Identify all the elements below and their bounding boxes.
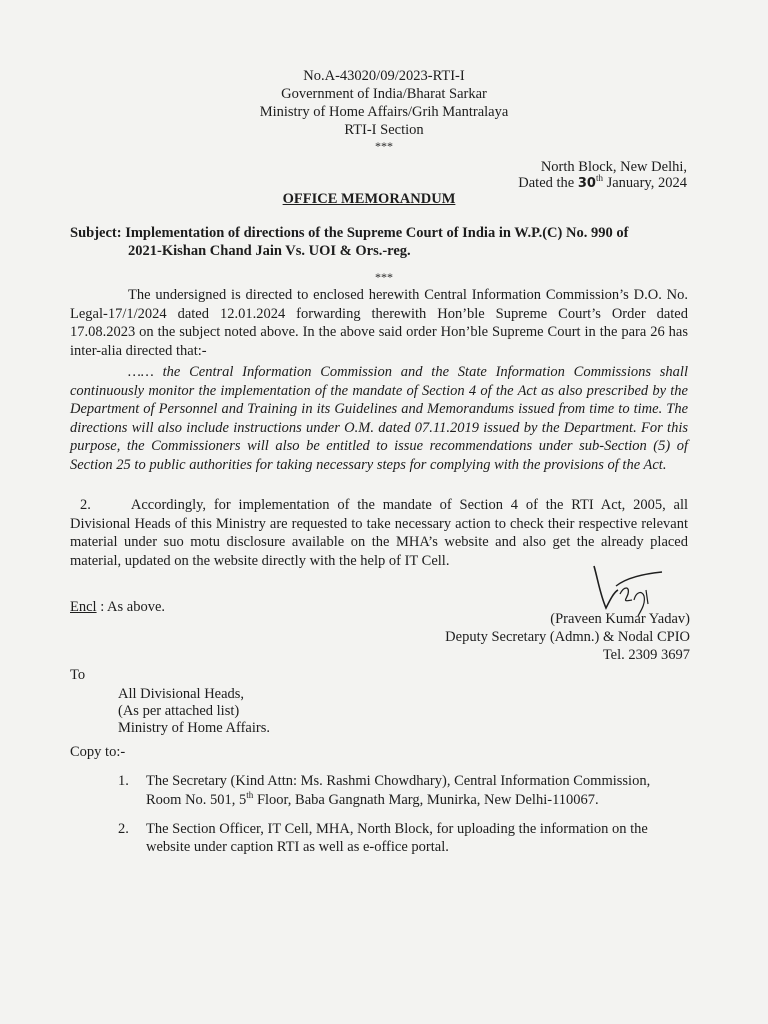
copy-to-label: Copy to:- [70,744,126,760]
subject-text-1: Implementation of directions of the Supreme Court of India in W.P.(C) No. 990 of [125,225,629,241]
copy-item-1-number: 1. [118,773,129,789]
ministry-line: Ministry of Home Affairs/Grih Mantralaya [259,104,509,120]
enclosure-label: Encl [70,599,97,615]
copy-item-1 [118,772,698,790]
to-line-1: All Divisional Heads, [118,686,245,702]
enclosure-value: : As above. [100,599,166,615]
paragraph-1: The undersigned is directed to enclosed herewith Central Information Commission’s D.O. No. Legal-17/1/2024 dated 12.01.2024 forwarding therewith Hon’ble Supreme Court’s Order dated 17.08.2023 on the subject noted above. In the above said order Hon’ble Supreme Court in the para 26 has inter-alia directed that:- [70,287,688,359]
copy-item-1-line-2 [146,791,696,809]
subject-label: Subject: [70,225,122,241]
section-line: RTI-I Section [344,122,424,138]
paragraph-2-text: Accordingly, for implementation of the mandate of Section 4 of the RTI Act, 2005, all Divisional Heads of this Ministry are requested to take necessary action to check their respective relevant material under suo motu disclosure available on the MHA’s website and also get the already placed material, updated on the website directly with the help of IT Cell. [70,497,688,569]
signatory-designation: Deputy Secretary (Admn.) & Nodal CPIO [445,629,690,645]
subject-line-1 [70,224,700,242]
copy-item-2-line-1: The Section Officer, IT Cell, MHA, North Block, for uploading the information on the [146,821,648,837]
date-day: 30 [577,176,596,191]
date-prefix: Dated the [518,175,575,191]
signatory-name: (Praveen Kumar Yadav) [550,611,690,627]
government-line: Government of India/Bharat Sarkar [281,86,487,102]
copy-item-2-number: 2. [118,821,129,837]
date-rest: January, 2024 [606,175,687,191]
signatory-telephone: Tel. 2309 3697 [602,647,690,663]
to-line-3: Ministry of Home Affairs. [118,720,270,736]
enclosure-line [70,598,165,616]
copy-item-2 [118,820,698,838]
header-separator: *** [375,139,393,153]
paragraph-2 [70,496,688,570]
court-quote: …… the Central Information Commission and the State Information Commissions shall continuously monitor the implementation of the mandate of Section 4 of the Act as also prescribed by the Department of Personnel and Training in its Guidelines and Memorandums issued from time to time. The directions will also include instructions under O.M. dated 07.11.2019 issued by the Department. For this purpose, the Commissioners will also be entitled to issue recommendations under sub-Section (5) of Section 25 to public authorities for taking necessary steps for complying with the provisions of the Act. [70,364,688,473]
copy-item-1-line-1: The Secretary (Kind Attn: Ms. Rashmi Chowdhary), Central Information Commission, [146,773,651,789]
page-title: OFFICE MEMORANDUM [282,191,456,207]
copy-item-1-floor-suffix: th [246,790,254,801]
file-number: No.A-43020/09/2023-RTI-I [303,68,465,84]
to-line-2: (As per attached list) [118,703,240,719]
subject-separator: *** [375,270,393,284]
place-line: North Block, New Delhi, [540,159,687,175]
copy-item-2-line-2: website under caption RTI as well as e-office portal. [146,839,449,855]
copy-item-1-address-rest: Floor, Baba Gangnath Marg, Munirka, New Delhi-110067. [253,792,599,808]
subject-line-2: 2021-Kishan Chand Jain Vs. UOI & Ors.-reg. [128,243,411,259]
to-label: To [70,667,86,683]
paragraph-2-number: 2. [80,497,91,513]
date-suffix: th [595,173,603,184]
copy-item-1-address: Room No. 501, 5 [146,792,247,808]
